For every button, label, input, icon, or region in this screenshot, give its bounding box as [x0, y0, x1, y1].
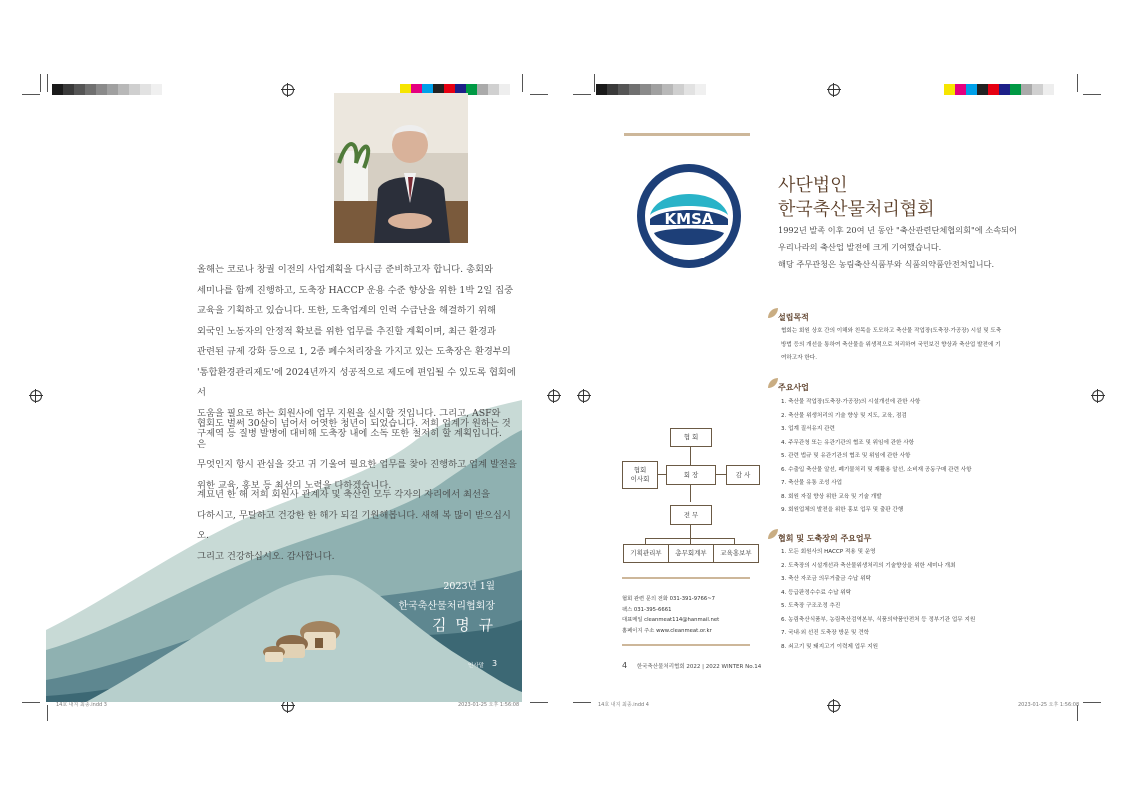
crop-mark-icon [1083, 702, 1101, 703]
registration-mark-icon [578, 390, 590, 402]
contact-email: 대표메일 cleanmeat114@hanmail.net [622, 617, 720, 623]
org-dept-planning: 기획관리부 [623, 544, 669, 563]
footer-right [622, 661, 761, 670]
page-number-left: 3 [492, 659, 498, 668]
crop-mark-icon [522, 74, 523, 92]
registration-mark-icon [1092, 390, 1104, 402]
registration-mark-icon [548, 390, 560, 402]
list-item: 8. 회원 자질 향상 위한 교육 및 기술 개발 [781, 493, 882, 500]
list-item: 2. 도축장의 시설개선과 축산물위생처리의 기술향상을 위한 세미나 개최 [781, 562, 956, 569]
slug-date-right: 2023-01-25 오후 1:56:08 [1018, 702, 1080, 708]
contact-fax: 팩스 031-395-6661 [622, 606, 672, 613]
sign-name: 김 명 규 [431, 616, 495, 634]
crop-mark-icon [1083, 94, 1101, 95]
sign-date: 2023년 1월 [443, 581, 495, 592]
crop-mark-icon [47, 74, 48, 92]
list-item: 3. 업계 질서유지 관련 [781, 426, 835, 432]
org-executive: 전 무 [670, 505, 712, 525]
crop-mark-icon [530, 702, 548, 703]
list-item: 5. 관련 법규 및 유관기관의 협조 및 위임에 관한 사항 [781, 453, 911, 459]
registration-mark-icon [828, 84, 840, 96]
gray-color-bar [52, 84, 162, 95]
logo-text: KMSA [664, 210, 714, 228]
list-item: 9. 회원업체의 발전을 위한 홍보 업무 및 출판 간행 [781, 507, 904, 513]
letter-paragraph-2: 협회도 벌써 30살이 넘어서 어엿한 청년이 되었습니다. 저희 업계가 원하는 것은 무엇인지 항시 관심을 갖고 귀 기울여 필요한 업무를 찾아 진행하고 업계 발전을 위한 교육, 홍보 등 최선의 노력을 다하겠습니다. [197, 418, 517, 491]
kmsa-logo-icon [636, 163, 742, 269]
list-item: 4. 주무관청 또는 유관기관의 협조 및 위임에 관한 사항 [781, 439, 915, 446]
contact-phone: 협회 관련 문의 전화 031-391-9766~7 [622, 596, 716, 602]
intro-text: 1992년 발족 이후 20여 년 동안 "축산관련단체협의회"에 소속되어 우리나라의 축산업 발전에 크게 기여했습니다. 해당 주무관청은 농림축산식품부와 식품의약품안전처입니다. [778, 225, 1017, 269]
contact-info [622, 594, 719, 636]
org-dept-general: 총무회계부 [668, 544, 714, 563]
title-line-2: 한국축산물처리협회 [778, 199, 935, 220]
sign-org: 한국축산물처리협회장 [398, 601, 495, 612]
crop-mark-icon [1077, 74, 1078, 92]
registration-mark-icon [30, 390, 42, 402]
letter-paragraph-3: 계묘년 한 해 저희 회원사 관계자 및 축산인 모두 각자의 자리에서 최선을 다하시고, 무탈하고 건강한 한 해가 되길 기원해봅니다. 새해 복 많이 받으십시오. 그리고 건강하십시오. 감사합니다. [197, 489, 511, 562]
crop-mark-icon [47, 705, 48, 721]
list-item: 3. 축산 자조금 의무거출금 수납 위탁 [781, 576, 871, 582]
list-item: 7. 축산물 유통 조성 사업 [781, 480, 843, 486]
logo-since: SINCE 1992 [672, 254, 706, 260]
purpose-text: 협회는 회원 상호 간의 이해와 친목을 도모하고 축산물 작업장(도축장·가공장) 시설 및 도축 방법 등의 개선을 통하여 축산물을 위생적으로 처리하여 국민보건 향상과 축산업 발전에 기 여하고자 한다. [781, 328, 1002, 361]
purpose-title: 설립목적 [778, 313, 809, 322]
page-label: 인사말 [468, 663, 484, 669]
slaughter-tasks-list [781, 546, 975, 654]
main-projects-title: 주요사업 [778, 383, 809, 392]
top-rule [624, 133, 750, 136]
letter-paragraph-1: 올해는 코로나 창궐 이전의 사업계획을 다시금 준비하고자 합니다. 총회와 세미나를 함께 진행하고, 도축장 HACCP 운용 수준 향상을 위한 1박 2일 집중 교육을 기획하고 있습니다. 또한, 도축업계의 인력 수급난을 해결하기 위해 외국인 노동자의 안정적 확보를 위한 업무를 추진할 계획이며, 최근 환경과 관련된 규제 강화 등으로 1, 2종 폐수처리장을 가지고 있는 도축장은 환경부의 '통합환경관리제도'에 2024년까지 성공적으로 제도에 편입될 수 있도록 협회에서 도움을 필요로 하는 회원사에 업무 지원을 실시할 것입니다. 그리고, ASF와 구제역 등 질병 발병에 대비해 도축장 내에 소독 또한 철저히 할 계획입니다. [197, 264, 516, 439]
crop-mark-icon [22, 702, 40, 703]
list-item: 8. 쇠고기 및 돼지고기 이력제 업무 지원 [781, 643, 879, 650]
footer-publication: 한국축산물처리협회 2022 | 2022 WINTER No.14 [636, 664, 762, 670]
bottom-rule [622, 644, 750, 646]
crop-mark-icon [573, 94, 591, 95]
org-dept-education: 교육홍보부 [713, 544, 759, 563]
list-item: 5. 도축장 구조조정 추진 [781, 603, 841, 609]
gray-color-bar-right [596, 84, 706, 95]
org-auditor: 감 사 [726, 465, 760, 485]
org-assembly: 협 회 [670, 428, 712, 447]
slug-file-right: 14호 내지 최종.indd 4 [598, 702, 649, 708]
main-projects-list [781, 396, 972, 518]
slug-file-left: 14호 내지 최종.indd 3 [56, 702, 107, 708]
title-line-1: 사단법인 [778, 175, 848, 196]
hut-illustration [262, 618, 352, 666]
page-number-right: 4 [622, 661, 628, 670]
crop-mark-icon [22, 94, 40, 95]
crop-mark-icon [594, 74, 595, 92]
org-board: 협회 이사회 [622, 461, 658, 489]
slug-date-left: 2023-01-25 오후 1:56:08 [458, 702, 520, 708]
list-item: 1. 모든 회원사의 HACCP 적용 및 운영 [781, 549, 876, 555]
registration-mark-icon [828, 700, 840, 712]
list-item: 4. 등급판정수수료 수납 위탁 [781, 589, 852, 596]
list-item: 6. 농림축산식품부, 농림축산검역본부, 식품의약품안전처 등 정부기관 업무 지원 [781, 616, 976, 623]
crop-mark-icon [573, 702, 591, 703]
chairman-photo [334, 93, 468, 243]
list-item: 7. 국내·외 선진 도축장 방문 및 견학 [781, 630, 870, 636]
contact-homepage: 홈페이지 주소 www.cleanmeat.or.kr [622, 627, 712, 634]
list-item: 6. 수출입 축산물 알선, 폐기물처리 및 재활용 알선, 소비재 공동구매 관련 사항 [781, 466, 972, 473]
org-chairman: 회 장 [666, 465, 716, 485]
list-item: 1. 축산물 작업장(도축장·가공장)의 시설개선에 관한 사항 [781, 399, 921, 405]
crop-mark-icon [40, 74, 41, 92]
middle-rule [622, 577, 750, 579]
cmyk-color-bar-right [944, 84, 1054, 95]
registration-mark-icon [282, 84, 294, 96]
list-item: 2. 축산물 위생처리의 기술 향상 및 지도, 교육, 점검 [781, 412, 907, 419]
slaughter-tasks-title: 협회 및 도축장의 주요업무 [778, 534, 872, 543]
crop-mark-icon [530, 94, 548, 95]
